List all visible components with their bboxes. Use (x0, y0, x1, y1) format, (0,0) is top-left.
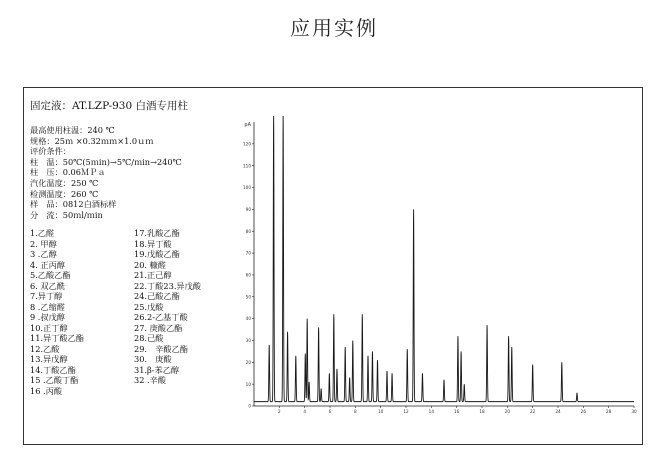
column-title: 固定液：AT.LZP-930 白酒专用柱 (30, 100, 188, 112)
y-tick-label: 90 (245, 206, 251, 212)
peak-legend (30, 228, 235, 396)
peak-label: 24.己酸乙酯 (134, 291, 180, 302)
spec-line: 检测温度：260 ℃ (30, 188, 99, 199)
spec-line: 柱 压：0.06ＭＰａ (30, 167, 106, 178)
y-tick-label: 60 (245, 272, 251, 278)
chart-axes (254, 122, 634, 406)
y-tick-label: 120 (243, 141, 251, 147)
peak-label: 31.β-苯乙醇 (134, 364, 180, 375)
peak-label: 2. 甲醇 (30, 238, 57, 249)
column-info (30, 98, 235, 396)
peak-label: 14.丁酸乙酯 (30, 364, 76, 375)
spec-line: 样 品：0812白酒标样 (30, 199, 117, 210)
peak-label: 32 .辛酸 (134, 375, 166, 386)
peak-label: 22.丁酸23.异戊酸 (134, 280, 201, 291)
y-tick-label: 110 (243, 163, 251, 169)
chromatogram-chart (230, 116, 640, 431)
y-tick-label: 0 (248, 403, 251, 409)
spec-line: 汽化温度：250 ℃ (30, 177, 99, 188)
y-tick-label: 40 (245, 316, 251, 322)
y-tick-label: 100 (243, 185, 251, 191)
peak-label: 6. 双乙酰 (30, 280, 65, 291)
x-tick-label: 16 (453, 409, 460, 414)
spec-line: 评价条件： (30, 146, 71, 157)
peak-label: 20. 糠醛 (134, 259, 166, 270)
peak-label: 30. 庚酸 (134, 354, 172, 365)
y-tick-label: 30 (245, 338, 251, 344)
peak-label: 18.异丁酸 (134, 238, 172, 249)
x-tick-label: 4 (303, 409, 307, 414)
y-axis-unit: pA (244, 122, 251, 128)
peak-label: 3 .乙醇 (30, 249, 57, 260)
x-tick-label: 6 (328, 409, 332, 414)
x-tick-label: 2 (277, 409, 281, 414)
chart-ticks (243, 122, 637, 414)
chromatogram-panel (23, 87, 643, 445)
peak-label: 13.异戊醇 (30, 354, 68, 365)
x-tick-label: 24 (555, 409, 561, 414)
peak-label: 8 .乙缩醛 (30, 301, 65, 312)
peak-label: 17.乳酸乙酯 (134, 228, 180, 239)
chromatogram-trace (254, 116, 634, 402)
spec-line: 规格：25ｍ ×0.32ｍｍ×1.0ｕｍ (30, 135, 154, 146)
peak-label: 4. 正丙醇 (30, 259, 65, 270)
peak-label: 9 .叔戊醇 (30, 312, 65, 323)
spec-line: 最高使用柱温：240 ℃ (30, 125, 115, 135)
peak-label: 5.乙酸乙酯 (30, 270, 71, 281)
x-tick-label: 28 (605, 409, 612, 414)
peak-label: 28.己酸 (134, 333, 164, 344)
peak-label: 1.乙醛 (30, 228, 55, 239)
peak-label: 15 .乙酸丁酯 (30, 375, 79, 386)
y-tick-label: 20 (245, 359, 251, 365)
peak-label: 12.乙酸 (30, 343, 60, 354)
spec-line: 分 流：50ｍl/ｍin (30, 209, 103, 220)
x-tick-label: 18 (479, 409, 485, 414)
peak-label: 29. 辛酸乙酯 (134, 343, 188, 354)
peak-label: 26.2-乙基丁酸 (134, 312, 188, 323)
y-tick-label: 50 (245, 294, 251, 300)
x-tick-label: 20 (504, 409, 511, 414)
peak-label: 7.异丁醇 (30, 291, 63, 302)
x-tick-label: 26 (580, 409, 587, 414)
peak-label: 21.正己醇 (134, 270, 172, 281)
x-tick-label: 22 (529, 409, 536, 414)
y-tick-label: 10 (245, 381, 251, 387)
x-tick-label: 8 (353, 409, 357, 414)
y-tick-label: 70 (245, 250, 251, 256)
page-title: 应用实例 (290, 16, 378, 40)
x-tick-label: 12 (403, 409, 409, 414)
peak-label: 25.戊酸 (134, 301, 164, 312)
peak-label: 10.正丁醇 (30, 322, 68, 333)
x-tick-label: 14 (428, 409, 435, 414)
peak-label: 11.异丁酸乙酯 (30, 333, 84, 344)
peak-label: 16 .丙酸 (30, 385, 62, 396)
spec-line: 柱 温：50℃(5ｍin)→5℃/ｍin→240℃ (30, 156, 182, 167)
peak-label: 19.戊酸乙酯 (134, 249, 180, 260)
peak-label: 27. 庚酸乙酯 (134, 322, 183, 333)
x-tick-label: 30 (631, 409, 637, 414)
x-tick-label: 10 (377, 409, 384, 414)
y-tick-label: 80 (245, 228, 251, 234)
